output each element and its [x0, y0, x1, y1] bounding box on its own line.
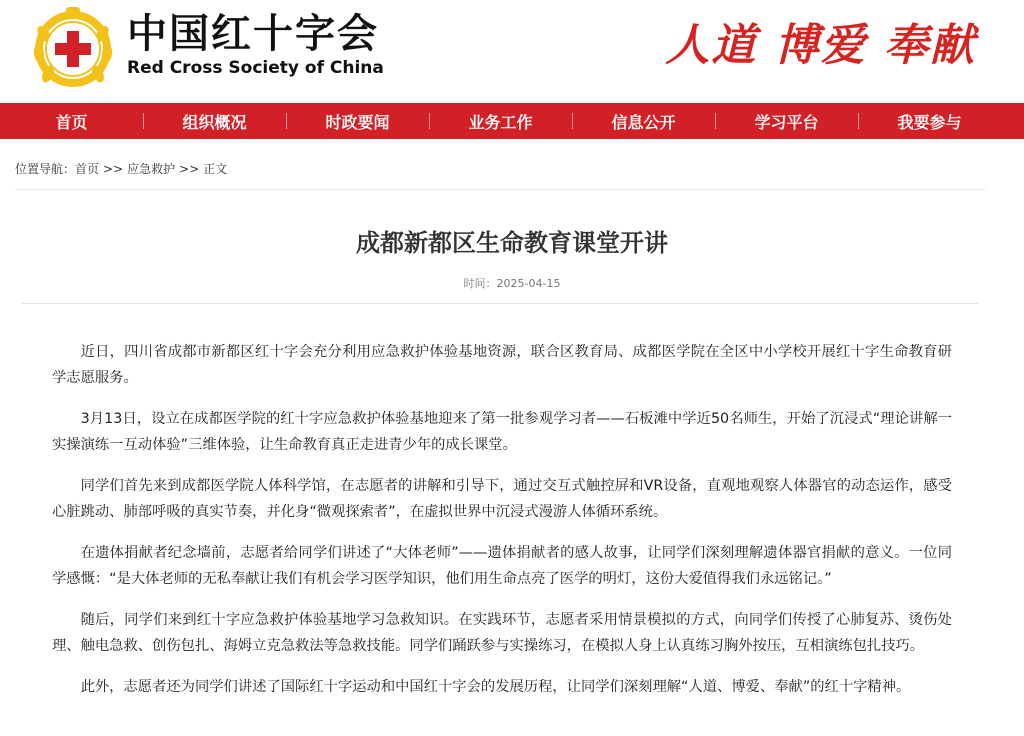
article-paragraph: 随后，同学们来到红十字应急救护体验基地学习急救知识。在实践环节，志愿者采用情景模拟的方式，向同学们传授了心肺复苏、烫伤处理、触电急救、创伤包扎、海姆立克急救法等急救技能。同学们踊跃参与实操练习，在模拟人身上认真练习胸外按压，互相演练包扎技巧。 — [52, 612, 952, 654]
article-body — [52, 339, 952, 715]
nav-item-participate[interactable]: 我要参与 — [858, 103, 1001, 139]
article-paragraph: 在遗体捐献者纪念墙前，志愿者给同学们讲述了“大体老师”——遗体捐献者的感人故事，让同学们深刻理解遗体器官捐献的意义。一位同学感慨：“是大体老师的无私奉献让我们有机会学习医学知识，他们用生命点亮了医学的明灯，这份大爱值得我们永远铭记。” — [52, 545, 952, 587]
nav-item-organization[interactable]: 组织概况 — [143, 103, 286, 139]
breadcrumb-separator: >> — [179, 162, 200, 176]
nav-item-news[interactable]: 时政要闻 — [286, 103, 429, 139]
breadcrumb-link-home[interactable]: 首页 — [75, 162, 100, 176]
article-paragraph: 3月13日，设立在成都医学院的红十字应急救护体验基地迎来了第一批参观学习者——石板滩中学近50名师生，开始了沉浸式“理论讲解一实操演练一互动体验”三维体验，让生命教育真正走进青少年的成长课堂。 — [52, 411, 952, 453]
article-paragraph: 近日，四川省成都市新都区红十字会充分利用应急救护体验基地资源，联合区教育局、成都医学院在全区中小学校开展红十字生命教育研学志愿服务。 — [52, 344, 952, 386]
red-cross-emblem-icon[interactable] — [30, 4, 116, 90]
nav-item-work[interactable]: 业务工作 — [429, 103, 572, 139]
slogan: 人道 博爱 奉献 — [665, 20, 976, 71]
breadcrumb — [15, 160, 227, 178]
logo-chinese-name[interactable]: 中国红十字会 — [127, 11, 379, 57]
breadcrumb-link-emergency[interactable]: 应急救护 — [127, 162, 176, 176]
article-date: 时间：2025-04-15 — [463, 277, 561, 290]
article-paragraph: 同学们首先来到成都医学院人体科学馆，在志愿者的讲解和引导下，通过交互式触控屏和VR设备，直观地观察人体器官的动态运作，感受心脏跳动、肺部呼吸的真实节奏，并化身“微观探索者”，在虚拟世界中沉浸式漫游人体循环系统。 — [52, 478, 952, 520]
breadcrumb-current: 正文 — [203, 162, 228, 176]
nav-item-disclosure[interactable]: 信息公开 — [572, 103, 715, 139]
breadcrumb-divider — [15, 189, 986, 190]
breadcrumb-separator: >> — [103, 162, 124, 176]
site-header — [0, 0, 1024, 103]
logo-english-name[interactable]: Red Cross Society of China — [127, 58, 384, 78]
article-title: 成都新都区生命教育课堂开讲 — [356, 229, 668, 257]
main-nav — [0, 103, 1024, 139]
nav-item-learning[interactable]: 学习平台 — [715, 103, 858, 139]
title-divider — [22, 303, 978, 304]
nav-item-home[interactable]: 首页 — [55, 112, 88, 132]
article-paragraph: 此外，志愿者还为同学们讲述了国际红十字运动和中国红十字会的发展历程，让同学们深刻理解“人道、博爱、奉献”的红十字精神。 — [80, 679, 911, 695]
breadcrumb-prefix: 位置导航： — [15, 162, 76, 176]
